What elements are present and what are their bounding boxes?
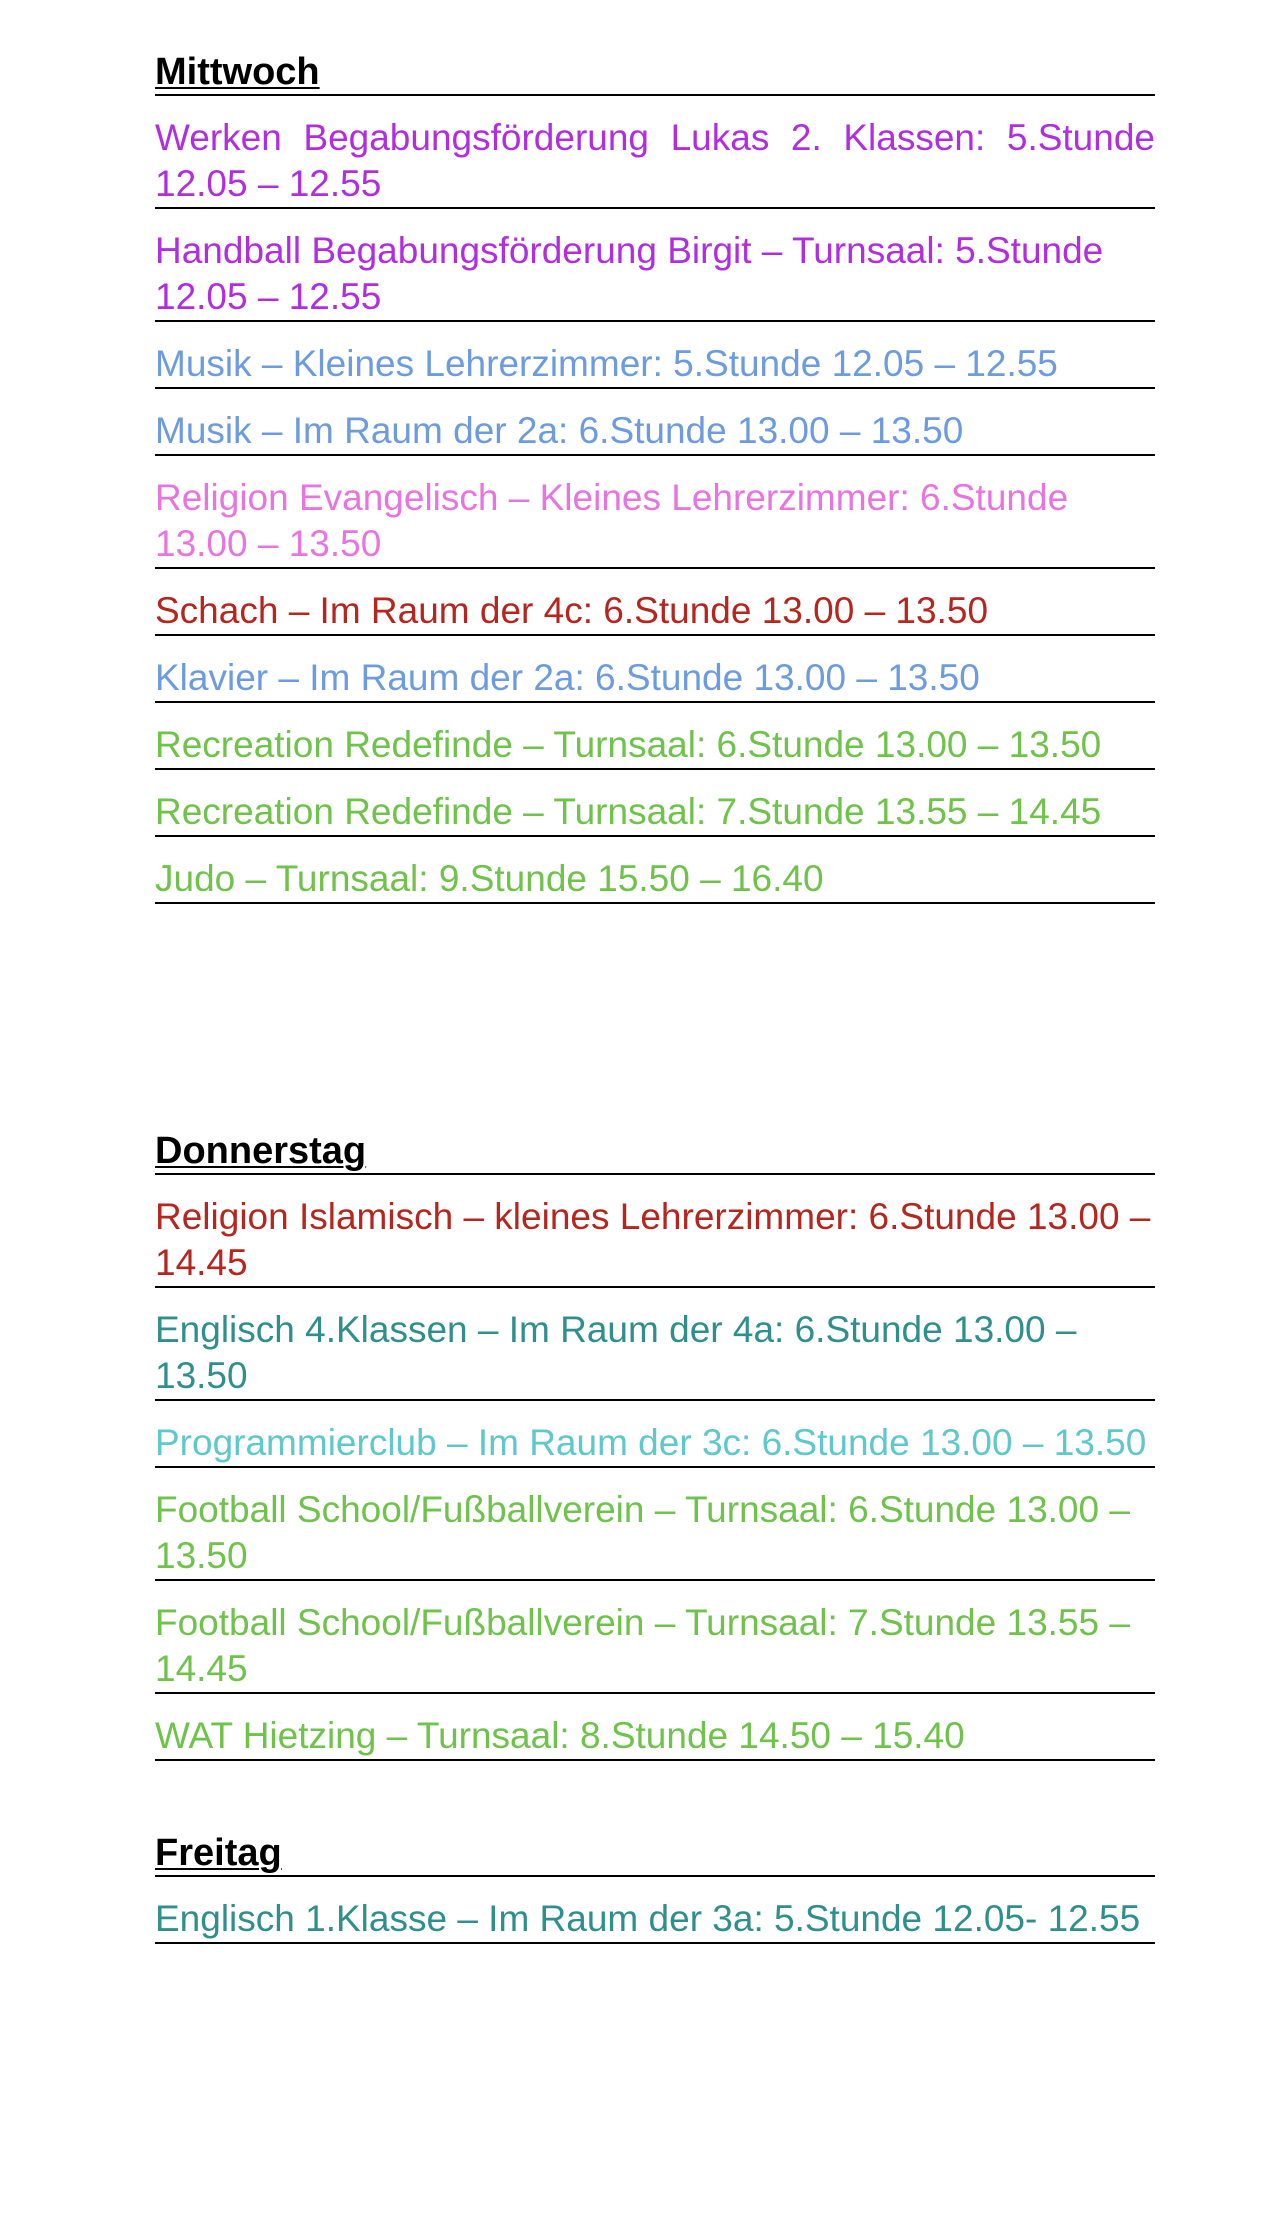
schedule-entry: Musik – Kleines Lehrerzimmer: 5.Stunde 12.05 – 12.55 — [155, 322, 1155, 389]
day-heading: Freitag — [155, 1831, 1155, 1877]
schedule-entry: Football School/Fußballverein – Turnsaal: 7.Stunde 13.55 – 14.45 — [155, 1581, 1155, 1694]
schedule-entry: Englisch 4.Klassen – Im Raum der 4a: 6.Stunde 13.00 – 13.50 — [155, 1288, 1155, 1401]
schedule-entry: Programmierclub – Im Raum der 3c: 6.Stunde 13.00 – 13.50 — [155, 1401, 1155, 1468]
schedule-entry: Religion Evangelisch – Kleines Lehrerzimmer: 6.Stunde 13.00 – 13.50 — [155, 456, 1155, 569]
schedule-entry: Klavier – Im Raum der 2a: 6.Stunde 13.00 – 13.50 — [155, 636, 1155, 703]
schedule-entry: Handball Begabungsförderung Birgit – Turnsaal: 5.Stunde 12.05 – 12.55 — [155, 209, 1155, 322]
schedule-entry: WAT Hietzing – Turnsaal: 8.Stunde 14.50 – 15.40 — [155, 1694, 1155, 1761]
day-section-freitag — [155, 1831, 1155, 1944]
schedule-entry: Werken Begabungsförderung Lukas 2. Klassen: 5.Stunde 12.05 – 12.55 — [155, 96, 1155, 209]
day-heading: Donnerstag — [155, 1129, 1155, 1175]
schedule-entry: Football School/Fußballverein – Turnsaal: 6.Stunde 13.00 – 13.50 — [155, 1468, 1155, 1581]
schedule-entry: Musik – Im Raum der 2a: 6.Stunde 13.00 – 13.50 — [155, 389, 1155, 456]
schedule-entry: Englisch 1.Klasse – Im Raum der 3a: 5.Stunde 12.05- 12.55 — [155, 1877, 1155, 1944]
day-section-donnerstag — [155, 1129, 1155, 1761]
schedule-entry: Recreation Redefinde – Turnsaal: 6.Stunde 13.00 – 13.50 — [155, 703, 1155, 770]
schedule-entry: Schach – Im Raum der 4c: 6.Stunde 13.00 – 13.50 — [155, 569, 1155, 636]
schedule-document — [155, 50, 1155, 1944]
schedule-entry: Judo – Turnsaal: 9.Stunde 15.50 – 16.40 — [155, 837, 1155, 904]
schedule-entry: Recreation Redefinde – Turnsaal: 7.Stunde 13.55 – 14.45 — [155, 770, 1155, 837]
day-heading: Mittwoch — [155, 50, 1155, 96]
day-section-mittwoch — [155, 50, 1155, 904]
schedule-entry: Religion Islamisch – kleines Lehrerzimmer: 6.Stunde 13.00 – 14.45 — [155, 1175, 1155, 1288]
